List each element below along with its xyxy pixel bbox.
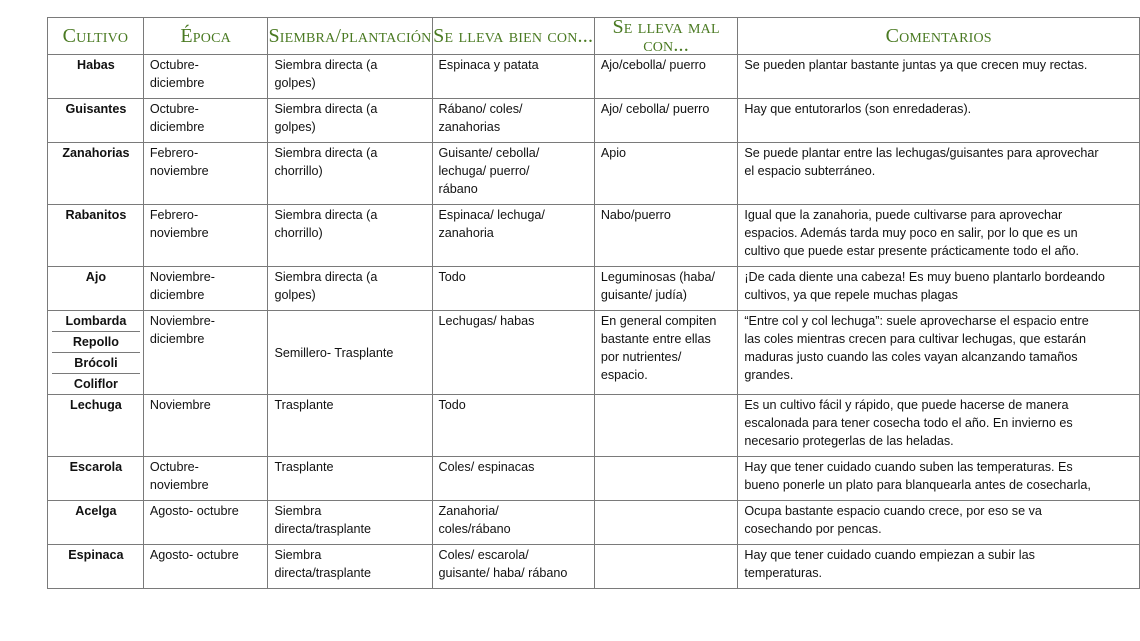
crop-name: Repollo [52,331,140,352]
cell-comentarios: ¡De cada diente una cabeza! Es muy bueno plantarlo bordeando cultivos, ya que repele muchas plagas [738,267,1140,311]
cell-epoca: Octubre- noviembre [143,457,268,501]
cell-mal: Apio [594,143,738,205]
cell-bien: Zanahoria/ coles/rábano [432,501,594,545]
table-row [48,545,1140,589]
cell-epoca: Noviembre- diciembre [143,267,268,311]
cell-siembra: Siembra directa (a chorrillo) [268,205,432,267]
table-row [48,205,1140,267]
header-comentarios: Comentarios [738,18,1140,55]
cell-siembra: Semillero- Trasplante [268,311,432,395]
cell-cultivo: Habas [48,55,144,99]
cell-bien: Todo [432,267,594,311]
cell-bien: Espinaca y patata [432,55,594,99]
cell-comentarios: “Entre col y col lechuga”: suele aprovecharse el espacio entre las coles mientras crecen para cultivar lechugas, que estarán maduras justo cuando las coles vayan alcanzando tamaños grandes. [738,311,1140,395]
cell-comentarios: Hay que entutorarlos (son enredaderas). [738,99,1140,143]
cell-epoca: Febrero- noviembre [143,143,268,205]
cell-mal [594,457,738,501]
header-siembra: Siembra/plantación [268,18,432,55]
cell-comentarios: Se puede plantar entre las lechugas/guisantes para aprovechar el espacio subterráneo. [738,143,1140,205]
cell-siembra: Siembra directa/trasplante [268,501,432,545]
table-row [48,457,1140,501]
cell-cultivo: Zanahorias [48,143,144,205]
header-cultivo: Cultivo [48,18,144,55]
cell-bien: Coles/ espinacas [432,457,594,501]
crop-name: Brócoli [52,352,140,373]
cell-bien: Rábano/ coles/ zanahorias [432,99,594,143]
table-row [48,143,1140,205]
cell-mal: Leguminosas (haba/ guisante/ judía) [594,267,738,311]
cell-epoca: Noviembre- diciembre [143,311,268,395]
cell-cultivo: Ajo [48,267,144,311]
crop-compatibility-table [47,17,1140,589]
cell-cultivo: Acelga [48,501,144,545]
cell-comentarios: Ocupa bastante espacio cuando crece, por eso se va cosechando por pencas. [738,501,1140,545]
cell-cultivo: Espinaca [48,545,144,589]
cell-bien: Todo [432,395,594,457]
header-bien: Se lleva bien con... [432,18,594,55]
cell-siembra: Siembra directa (a golpes) [268,55,432,99]
cell-siembra: Trasplante [268,395,432,457]
header-epoca: Época [143,18,268,55]
cell-mal [594,395,738,457]
cell-mal: En general compiten bastante entre ellas por nutrientes/ espacio. [594,311,738,395]
cell-bien: Guisante/ cebolla/ lechuga/ puerro/ rábano [432,143,594,205]
cell-epoca: Noviembre [143,395,268,457]
table-body [48,55,1140,589]
table-row [48,99,1140,143]
header-mal: Se lleva mal con... [594,18,738,55]
cell-comentarios: Hay que tener cuidado cuando empiezan a subir las temperaturas. [738,545,1140,589]
cell-mal: Ajo/cebolla/ puerro [594,55,738,99]
cell-comentarios: Es un cultivo fácil y rápido, que puede hacerse de manera escalonada para tener cosecha todo el año. En invierno es necesario protegerlas de las heladas. [738,395,1140,457]
cell-cultivo: Escarola [48,457,144,501]
table-row [48,395,1140,457]
table-row [48,311,1140,395]
cell-mal [594,545,738,589]
cell-siembra: Siembra directa (a chorrillo) [268,143,432,205]
header-row [48,18,1140,55]
cell-epoca: Octubre- diciembre [143,55,268,99]
cell-comentarios: Hay que tener cuidado cuando suben las temperaturas. Es bueno ponerle un plato para blanquearla antes de cosecharla, [738,457,1140,501]
cell-comentarios: Igual que la zanahoria, puede cultivarse para aprovechar espacios. Además tarda muy poco en salir, por lo que es un cultivo que puede estar presente prácticamente todo el año. [738,205,1140,267]
cell-epoca: Agosto- octubre [143,545,268,589]
cell-mal: Ajo/ cebolla/ puerro [594,99,738,143]
cell-bien: Espinaca/ lechuga/ zanahoria [432,205,594,267]
cell-bien: Coles/ escarola/ guisante/ haba/ rábano [432,545,594,589]
cell-epoca: Febrero- noviembre [143,205,268,267]
cell-epoca: Agosto- octubre [143,501,268,545]
table-row [48,267,1140,311]
crop-name: Lombarda [65,314,127,328]
cell-epoca: Octubre- diciembre [143,99,268,143]
cell-cultivo: Guisantes [48,99,144,143]
crop-name: Coliflor [52,373,140,394]
cell-cultivo: Lechuga [48,395,144,457]
cell-cultivo [48,311,144,395]
cell-comentarios: Se pueden plantar bastante juntas ya que crecen muy rectas. [738,55,1140,99]
cell-mal [594,501,738,545]
cell-siembra: Siembra directa (a golpes) [268,267,432,311]
table-row [48,501,1140,545]
table-row [48,55,1140,99]
cell-siembra: Siembra directa (a golpes) [268,99,432,143]
cell-cultivo: Rabanitos [48,205,144,267]
cell-bien: Lechugas/ habas [432,311,594,395]
cell-siembra: Trasplante [268,457,432,501]
cell-siembra: Siembra directa/trasplante [268,545,432,589]
cell-mal: Nabo/puerro [594,205,738,267]
